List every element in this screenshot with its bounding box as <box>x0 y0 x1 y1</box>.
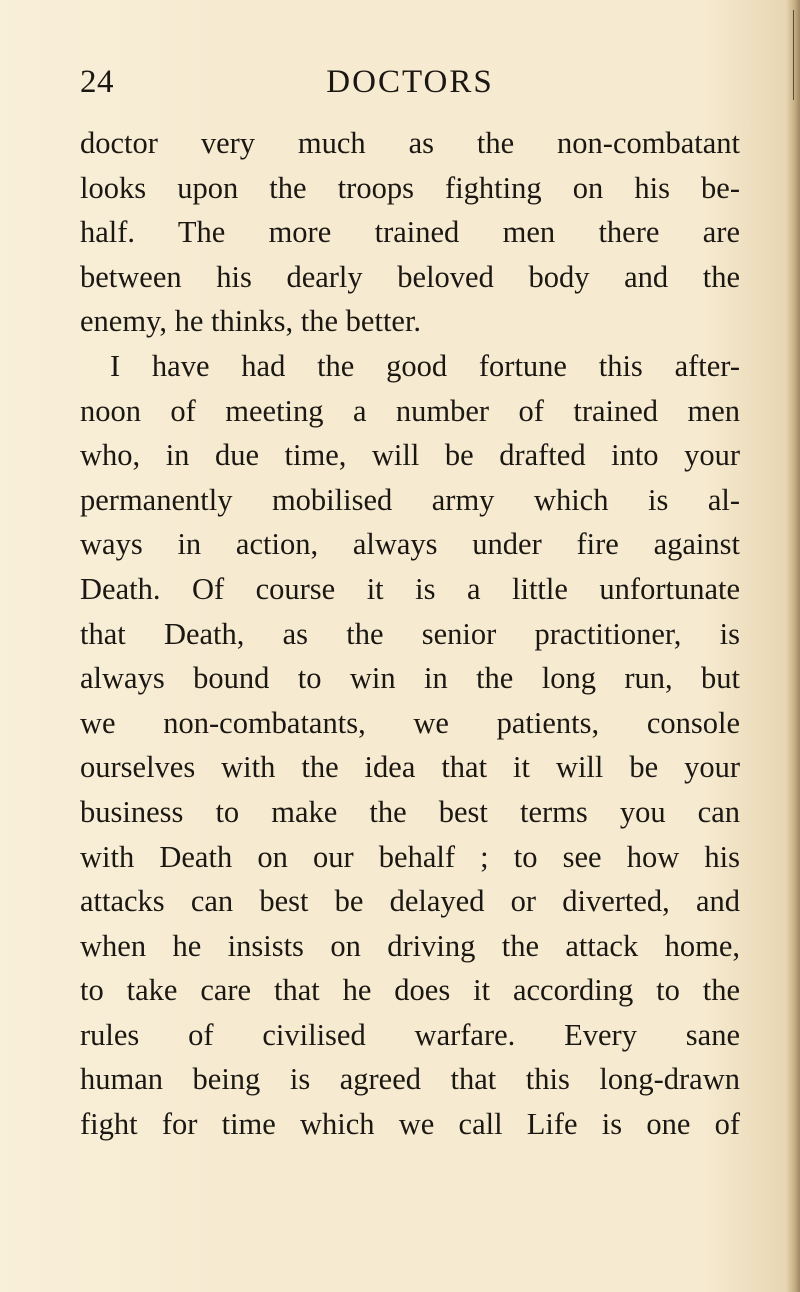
text-line: looks upon the troops fighting on his be- <box>80 170 740 205</box>
text-line: human being is agreed that this long-drawn <box>80 1062 740 1097</box>
page-number: 24 <box>80 64 114 100</box>
text-line: that Death, as the senior practitioner, is <box>80 616 740 651</box>
text-line: ourselves with the idea that it will be your <box>80 750 740 785</box>
text-line: enemy, he thinks, the better. <box>80 304 422 339</box>
text-line: doctor very much as the non-combatant <box>80 126 740 160</box>
text-line: always bound to win in the long run, but <box>80 661 740 696</box>
text-line: with Death on our behalf ; to see how his <box>80 839 740 874</box>
page-header <box>80 64 740 114</box>
text-line: when he insists on driving the attack home, <box>80 928 740 963</box>
text-line: who, in due time, will be drafted into your <box>80 438 740 473</box>
text-line: permanently mobilised army which is al- <box>80 482 740 517</box>
body-text <box>80 121 740 1147</box>
text-line: we non-combatants, we patients, console <box>80 705 740 740</box>
text-line: ways in action, always under fire against <box>80 527 740 562</box>
running-head: DOCTORS <box>326 64 494 100</box>
text-line: attacks can best be delayed or diverted, and <box>80 884 740 919</box>
text-line: rules of civilised warfare. Every sane <box>80 1017 740 1052</box>
text-line: noon of meeting a number of trained men <box>80 393 740 428</box>
text-line: I have had the good fortune this after- <box>110 348 740 383</box>
page-edge-shadow <box>786 0 800 1292</box>
text-line: half. The more trained men there are <box>80 215 740 250</box>
text-line: to take care that he does it according to the <box>80 973 740 1008</box>
text-line: fight for time which we call Life is one of <box>80 1107 740 1142</box>
text-line: Death. Of course it is a little unfortunate <box>80 571 740 606</box>
page-edge-line <box>793 10 794 100</box>
text-line: between his dearly beloved body and the <box>80 259 740 294</box>
text-line: business to make the best terms you can <box>80 794 740 829</box>
